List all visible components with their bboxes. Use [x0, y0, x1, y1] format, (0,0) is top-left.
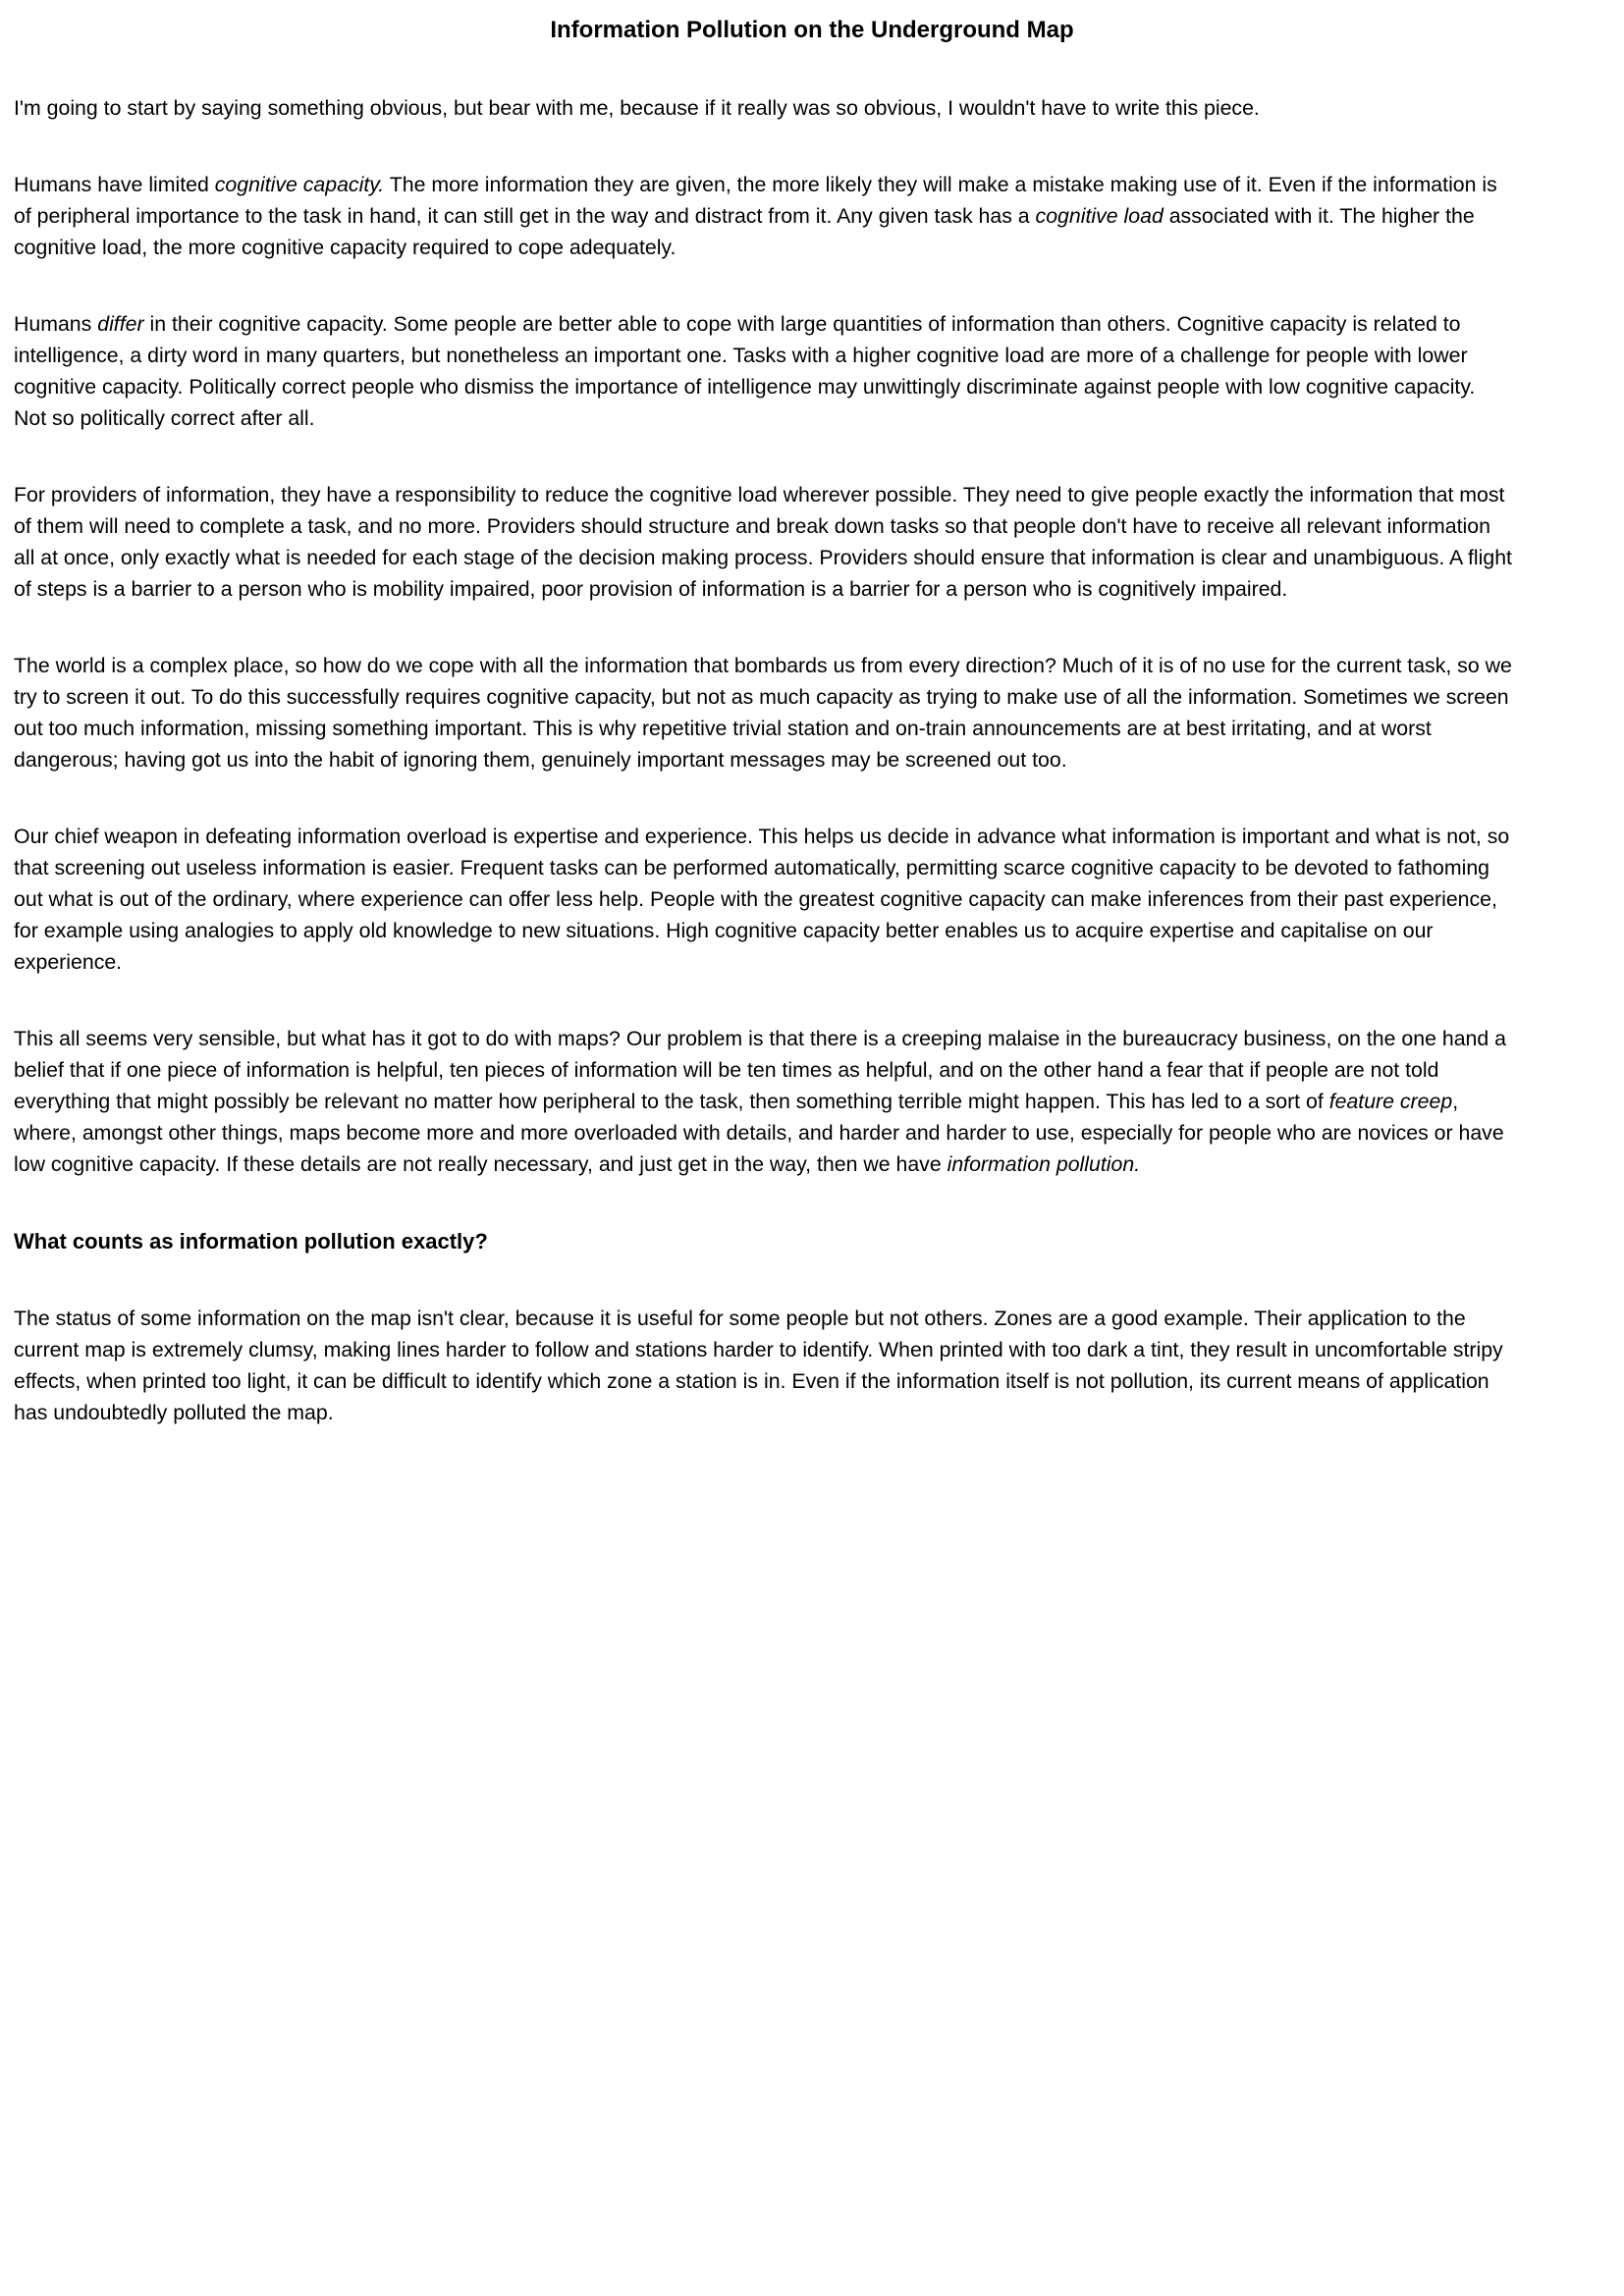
paragraph	[14, 308, 1512, 434]
paragraph	[14, 92, 1512, 124]
emphasis-text: feature creep	[1328, 1090, 1453, 1113]
body-text: , where, amongst other things, maps become more and more overloaded with details, and harder and harder to use, especially for people who are novices or have low cognitive capacity. If these details are not really necessary, and just get in the way, then we have	[14, 1090, 1504, 1176]
emphasis-text: cognitive load	[1035, 204, 1164, 228]
emphasis-text: information pollution.	[947, 1152, 1141, 1176]
body-text: The more information they are given, the more likely they will make a mistake making use of it. Even if the information is of peripheral importance to the task in hand, it can still get in the way and distract from it. Any given task has a	[14, 173, 1497, 228]
emphasis-text: differ	[97, 312, 144, 336]
body-text: For providers of information, they have a responsibility to reduce the cognitive load wherever possible. They need to give people exactly the information that most of them will need to complete a task, and no more. Providers should structure and break down tasks so that people don't have to receive all relevant information all at once, only exactly what is needed for each stage of the decision making process. Providers should ensure that information is clear and unambiguous. A flight of steps is a barrier to a person who is mobility impaired, poor provision of information is a barrier for a person who is cognitively impaired.	[14, 483, 1512, 601]
article-body	[14, 92, 1512, 1428]
body-text: Our chief weapon in defeating information overload is expertise and experience. This helps us decide in advance what information is important and what is not, so that screening out useless information is easier. Frequent tasks can be performed automatically, permitting scarce cognitive capacity to be devoted to fathoming out what is out of the ordinary, where experience can offer less help. People with the greatest cognitive capacity can make inferences from their past experience, for example using analogies to apply old knowledge to new situations. High cognitive capacity better enables us to acquire expertise and capitalise on our experience.	[14, 825, 1510, 974]
body-text: The status of some information on the map isn't clear, because it is useful for some people but not others. Zones are a good example. Their application to the current map is extremely clumsy, making lines harder to follow and stations harder to identify. When printed with too dark a tint, they result in uncomfortable stripy effects, when printed too light, it can be difficult to identify which zone a station is in. Even if the information itself is not pollution, its current means of application has undoubtedly polluted the map.	[14, 1307, 1503, 1424]
article-title: Information Pollution on the Underground Map	[550, 17, 1074, 43]
body-text: The world is a complex place, so how do we cope with all the information that bombards us from every direction? Much of it is of no use for the current task, so we try to screen it out. To do this successfully requires cognitive capacity, but not as much capacity as trying to make use of all the information. Sometimes we screen out too much information, missing something important. This is why repetitive trivial station and on-train announcements are at best irritating, and at worst dangerous; having got us into the habit of ignoring them, genuinely important messages may be screened out too.	[14, 654, 1512, 772]
body-text: Humans	[14, 312, 98, 336]
body-text: I'm going to start by saying something obvious, but bear with me, because if it really was so obvious, I wouldn't have to write this piece.	[14, 96, 1260, 120]
paragraph	[14, 821, 1512, 978]
emphasis-text: cognitive capacity.	[214, 173, 385, 196]
paragraph	[14, 169, 1512, 263]
paragraph	[14, 650, 1512, 775]
body-text: associated with it. The higher the cognitive load, the more cognitive capacity required to cope adequately.	[14, 204, 1475, 259]
paragraph	[14, 1023, 1512, 1180]
body-text: in their cognitive capacity. Some people are better able to cope with large quantities of information than others. Cognitive capacity is related to intelligence, a dirty word in many quarters, but nonetheless an important one. Tasks with a higher cognitive load are more of a challenge for people with lower cognitive capacity. Politically correct people who dismiss the importance of intelligence may unwittingly discriminate against people with low cognitive capacity. Not so politically correct after all.	[14, 312, 1476, 430]
body-text: Humans have limited	[14, 173, 215, 196]
paragraph	[14, 1303, 1512, 1428]
section-heading: What counts as information pollution exactly?	[14, 1229, 488, 1254]
body-text: This all seems very sensible, but what has it got to do with maps? Our problem is that there is a creeping malaise in the bureaucracy business, on the one hand a belief that if one piece of information is helpful, ten pieces of information will be ten times as helpful, and on the other hand a fear that if people are not told everything that might possibly be relevant no matter how peripheral to the task, then something terrible might happen. This has led to a sort of	[14, 1027, 1506, 1113]
paragraph	[14, 479, 1512, 605]
